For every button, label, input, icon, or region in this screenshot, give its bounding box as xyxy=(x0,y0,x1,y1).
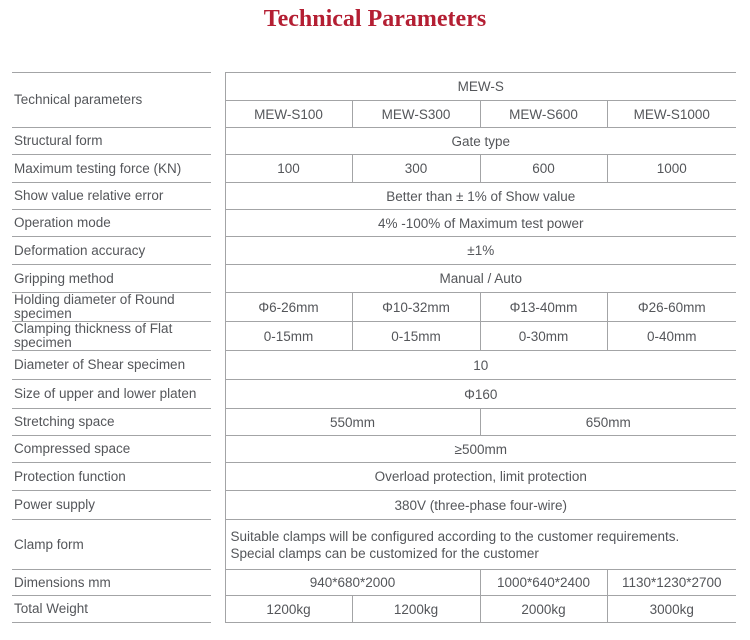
table-row xyxy=(12,463,736,491)
corner-label: Technical parameters xyxy=(12,73,211,128)
cell-value: Better than ± 1% of Show value xyxy=(225,183,736,210)
row-label: Dimensions mm xyxy=(12,570,211,596)
cell-value: 2000kg xyxy=(480,596,607,623)
cell-value: 0-30mm xyxy=(480,322,607,351)
cell-value: Φ160 xyxy=(225,380,736,409)
cell-value: 600 xyxy=(480,155,607,183)
table-row xyxy=(12,436,736,463)
cell-value: Φ26-60mm xyxy=(607,293,736,322)
cell-value: ±1% xyxy=(225,237,736,265)
row-label: Compressed space xyxy=(12,436,211,463)
column-gap xyxy=(211,520,225,570)
clamp-form-line: Suitable clamps will be configured according to the customer requirements. xyxy=(230,528,680,544)
column-gap xyxy=(211,128,225,155)
cell-value: 0-15mm xyxy=(352,322,480,351)
column-gap xyxy=(211,570,225,596)
row-label: Size of upper and lower platen xyxy=(12,380,211,409)
row-label: Total Weight xyxy=(12,596,211,623)
row-label: Maximum testing force (KN) xyxy=(12,155,211,183)
table-row xyxy=(12,596,736,623)
cell-value: 4% -100% of Maximum test power xyxy=(225,210,736,237)
cell-value: 1200kg xyxy=(352,596,480,623)
column-gap xyxy=(211,409,225,436)
row-label: Protection function xyxy=(12,463,211,491)
row-label: Power supply xyxy=(12,491,211,520)
model-header-cell: MEW-S300 xyxy=(352,101,480,128)
column-gap xyxy=(211,380,225,409)
table-row xyxy=(12,293,736,322)
cell-value: 380V (three-phase four-wire) xyxy=(225,491,736,520)
cell-value: Overload protection, limit protection xyxy=(225,463,736,491)
table-row xyxy=(12,73,736,101)
cell-value: 10 xyxy=(225,351,736,380)
cell-value xyxy=(225,520,736,570)
clamp-form-line: Special clamps can be customized for the customer xyxy=(230,545,539,561)
cell-value: 0-15mm xyxy=(225,322,352,351)
table-row xyxy=(12,409,736,436)
cell-value: 1000*640*2400 xyxy=(480,570,607,596)
series-header-cell: MEW-S xyxy=(225,73,736,101)
table-row xyxy=(12,155,736,183)
row-label: Holding diameter of Round specimen xyxy=(12,293,211,322)
cell-value: 1130*1230*2700 xyxy=(607,570,736,596)
cell-value: 1200kg xyxy=(225,596,352,623)
table-row xyxy=(12,265,736,293)
row-label: Diameter of Shear specimen xyxy=(12,351,211,380)
table-row xyxy=(12,380,736,409)
cell-value: Φ10-32mm xyxy=(352,293,480,322)
row-label: Clamp form xyxy=(12,520,211,570)
cell-value: 550mm xyxy=(225,409,480,436)
model-header-cell: MEW-S600 xyxy=(480,101,607,128)
row-label: Gripping method xyxy=(12,265,211,293)
table-row xyxy=(12,570,736,596)
row-label: Show value relative error xyxy=(12,183,211,210)
cell-value: Φ6-26mm xyxy=(225,293,352,322)
table-row xyxy=(12,210,736,237)
table-row xyxy=(12,128,736,155)
column-gap xyxy=(211,155,225,183)
column-gap xyxy=(211,436,225,463)
model-header-cell: MEW-S100 xyxy=(225,101,352,128)
table-row xyxy=(12,351,736,380)
column-gap xyxy=(211,596,225,623)
cell-value: Gate type xyxy=(225,128,736,155)
model-header-cell: MEW-S1000 xyxy=(607,101,736,128)
column-gap xyxy=(211,491,225,520)
cell-value: ≥500mm xyxy=(225,436,736,463)
cell-value: 1000 xyxy=(607,155,736,183)
row-label: Stretching space xyxy=(12,409,211,436)
column-gap xyxy=(211,210,225,237)
row-label: Deformation accuracy xyxy=(12,237,211,265)
row-label: Operation mode xyxy=(12,210,211,237)
cell-value: 3000kg xyxy=(607,596,736,623)
cell-value: 300 xyxy=(352,155,480,183)
column-gap xyxy=(211,293,225,322)
spec-table xyxy=(12,72,736,623)
cell-value: 100 xyxy=(225,155,352,183)
column-gap xyxy=(211,73,225,128)
column-gap xyxy=(211,322,225,351)
column-gap xyxy=(211,183,225,210)
table-row xyxy=(12,322,736,351)
cell-value: 0-40mm xyxy=(607,322,736,351)
column-gap xyxy=(211,265,225,293)
page-title: Technical Parameters xyxy=(263,6,487,32)
table-row xyxy=(12,183,736,210)
cell-value: 650mm xyxy=(480,409,736,436)
row-label: Clamping thickness of Flat specimen xyxy=(12,322,211,351)
column-gap xyxy=(211,351,225,380)
cell-value: Manual / Auto xyxy=(225,265,736,293)
table-row xyxy=(12,237,736,265)
table-row xyxy=(12,491,736,520)
column-gap xyxy=(211,237,225,265)
cell-value: Φ13-40mm xyxy=(480,293,607,322)
cell-value: 940*680*2000 xyxy=(225,570,480,596)
column-gap xyxy=(211,463,225,491)
row-label: Structural form xyxy=(12,128,211,155)
table-row xyxy=(12,520,736,570)
